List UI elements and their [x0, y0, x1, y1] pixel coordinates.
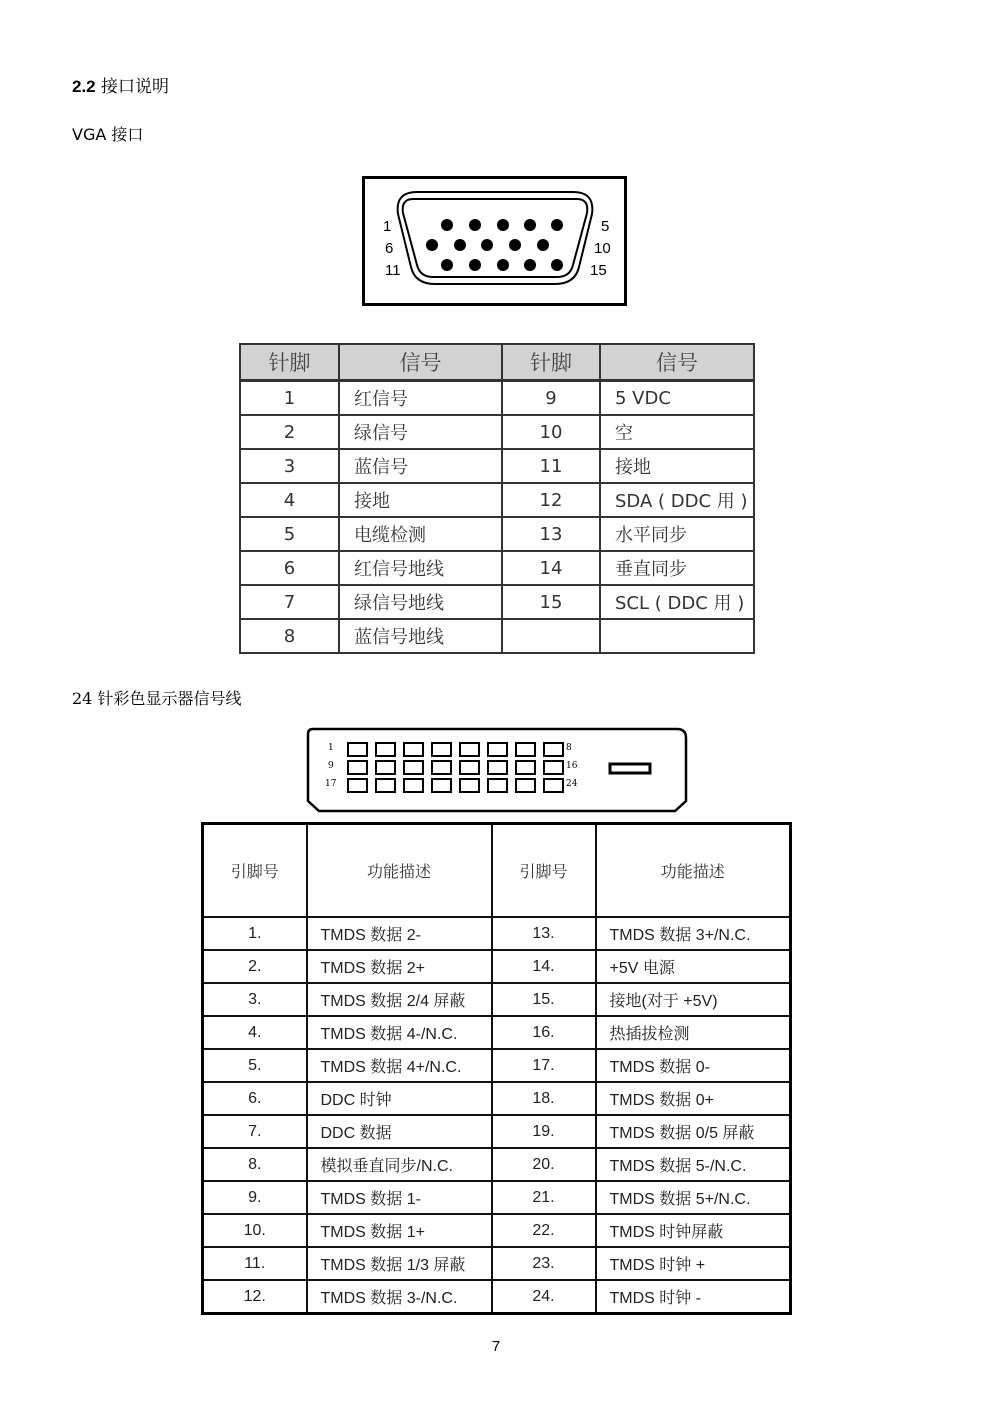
dvi-pin-label-24: 24 [566, 779, 578, 789]
function-desc: DDC 数据 [307, 1115, 492, 1148]
pin-number: 6. [203, 1082, 307, 1115]
pin-number: 12. [203, 1280, 307, 1314]
function-desc: TMDS 数据 4+/N.C. [307, 1049, 492, 1082]
pin-number: 2. [203, 950, 307, 983]
dvi-connector-diagram [305, 727, 689, 819]
pin-number: 23. [492, 1247, 596, 1280]
pin-number: 7. [203, 1115, 307, 1148]
vga-pin-label-11: 11 [385, 262, 401, 279]
function-desc: TMDS 数据 0/5 屏蔽 [596, 1115, 791, 1148]
signal-name: 空 [600, 415, 754, 449]
pin-number: 7 [240, 585, 339, 619]
col-header-signal: 信号 [339, 344, 502, 381]
pin-number: 10. [203, 1214, 307, 1247]
table-row [203, 950, 791, 983]
vga-pin-label-5: 5 [601, 218, 610, 235]
table-row [203, 917, 791, 950]
section-number: 2.2 [72, 77, 96, 96]
pin-number: 22. [492, 1214, 596, 1247]
col-header-pin: 针脚 [240, 344, 339, 381]
section-heading [72, 72, 169, 97]
signal-name: 绿信号地线 [339, 585, 502, 619]
pin-number: 16. [492, 1016, 596, 1049]
pin-number: 5 [240, 517, 339, 551]
pin-number: 9 [502, 381, 600, 416]
pin-number: 14 [502, 551, 600, 585]
function-desc: TMDS 数据 1/3 屏蔽 [307, 1247, 492, 1280]
function-desc: TMDS 数据 4-/N.C. [307, 1016, 492, 1049]
pin-number: 5. [203, 1049, 307, 1082]
signal-name: 垂直同步 [600, 551, 754, 585]
col-header-pin: 引脚号 [203, 824, 307, 918]
function-desc: TMDS 时钟 + [596, 1247, 791, 1280]
function-desc: TMDS 数据 1+ [307, 1214, 492, 1247]
vga-pin-label-10: 10 [594, 240, 611, 257]
function-desc: TMDS 数据 0+ [596, 1082, 791, 1115]
signal-name: SCL ( DDC 用 ) [600, 585, 754, 619]
signal-name: 红信号 [339, 381, 502, 416]
function-desc: TMDS 数据 5-/N.C. [596, 1148, 791, 1181]
dvi-table-header [203, 824, 791, 918]
pin-number: 2 [240, 415, 339, 449]
table-row [203, 1181, 791, 1214]
table-row [203, 1016, 791, 1049]
col-header-function: 功能描述 [596, 824, 791, 918]
function-desc: 接地(对于 +5V) [596, 983, 791, 1016]
table-row [203, 983, 791, 1016]
pin-number: 17. [492, 1049, 596, 1082]
pin-number: 18. [492, 1082, 596, 1115]
vga-connector-diagram [362, 176, 627, 306]
col-header-function: 功能描述 [307, 824, 492, 918]
signal-name: 电缆检测 [339, 517, 502, 551]
function-desc: TMDS 数据 2/4 屏蔽 [307, 983, 492, 1016]
pin-number: 21. [492, 1181, 596, 1214]
page-number: 7 [491, 1338, 501, 1355]
pin-number: 24. [492, 1280, 596, 1314]
pin-number: 20. [492, 1148, 596, 1181]
function-desc: TMDS 数据 3-/N.C. [307, 1280, 492, 1314]
vga-table-header [240, 344, 754, 381]
function-desc: 模拟垂直同步/N.C. [307, 1148, 492, 1181]
function-desc: TMDS 数据 1- [307, 1181, 492, 1214]
function-desc: TMDS 数据 5+/N.C. [596, 1181, 791, 1214]
pin-number: 13. [492, 917, 596, 950]
col-header-pin: 针脚 [502, 344, 600, 381]
function-desc: TMDS 时钟屏蔽 [596, 1214, 791, 1247]
signal-name: 绿信号 [339, 415, 502, 449]
vga-label: VGA 接口 [72, 125, 144, 144]
function-desc: +5V 电源 [596, 950, 791, 983]
pin-number: 3 [240, 449, 339, 483]
pin-number: 11 [502, 449, 600, 483]
pin-number: 10 [502, 415, 600, 449]
vga-pin-label-1: 1 [383, 218, 392, 235]
pin-number [502, 619, 600, 653]
col-header-pin: 引脚号 [492, 824, 596, 918]
signal-name: 接地 [600, 449, 754, 483]
pin-number: 19. [492, 1115, 596, 1148]
table-row [203, 1148, 791, 1181]
pin-number: 8 [240, 619, 339, 653]
dvi-label: 24 针彩色显示器信号线 [72, 689, 242, 708]
function-desc: 热插拔检测 [596, 1016, 791, 1049]
function-desc: DDC 时钟 [307, 1082, 492, 1115]
table-row [240, 551, 754, 585]
section-title: 接口说明 [101, 77, 170, 97]
signal-name: SDA ( DDC 用 ) [600, 483, 754, 517]
function-desc: TMDS 数据 0- [596, 1049, 791, 1082]
function-desc: TMDS 时钟 - [596, 1280, 791, 1314]
table-row [203, 1115, 791, 1148]
signal-name: 蓝信号 [339, 449, 502, 483]
dvi-pin-label-1: 1 [328, 743, 334, 753]
pin-number: 14. [492, 950, 596, 983]
col-header-signal: 信号 [600, 344, 754, 381]
pin-number: 4 [240, 483, 339, 517]
vga-pin-label-6: 6 [385, 240, 394, 257]
vga-pin-label-15: 15 [590, 262, 607, 279]
dvi-pin-label-9: 9 [328, 761, 334, 771]
table-row [240, 585, 754, 619]
vga-pin-table [239, 343, 755, 654]
pin-number: 15. [492, 983, 596, 1016]
signal-name [600, 619, 754, 653]
signal-name: 接地 [339, 483, 502, 517]
dvi-pin-table [201, 822, 792, 1315]
table-row [240, 517, 754, 551]
pin-number: 3. [203, 983, 307, 1016]
table-row [240, 381, 754, 416]
function-desc: TMDS 数据 2- [307, 917, 492, 950]
pin-number: 4. [203, 1016, 307, 1049]
dvi-pin-label-8: 8 [566, 743, 572, 753]
pin-number: 1. [203, 917, 307, 950]
pin-number: 9. [203, 1181, 307, 1214]
function-desc: TMDS 数据 2+ [307, 950, 492, 983]
signal-name: 红信号地线 [339, 551, 502, 585]
table-row [240, 415, 754, 449]
dvi-pin-label-17: 17 [325, 779, 337, 789]
table-row [240, 619, 754, 653]
pin-number: 11. [203, 1247, 307, 1280]
pin-number: 12 [502, 483, 600, 517]
function-desc: TMDS 数据 3+/N.C. [596, 917, 791, 950]
table-row [240, 483, 754, 517]
signal-name: 水平同步 [600, 517, 754, 551]
table-row [203, 1214, 791, 1247]
pin-number: 15 [502, 585, 600, 619]
dvi-pin-label-16: 16 [566, 761, 578, 771]
pin-number: 13 [502, 517, 600, 551]
pin-number: 1 [240, 381, 339, 416]
signal-name: 蓝信号地线 [339, 619, 502, 653]
table-row [203, 1280, 791, 1314]
table-row [240, 449, 754, 483]
table-row [203, 1082, 791, 1115]
signal-name: 5 VDC [600, 381, 754, 416]
pin-number: 8. [203, 1148, 307, 1181]
table-row [203, 1247, 791, 1280]
table-row [203, 1049, 791, 1082]
pin-number: 6 [240, 551, 339, 585]
